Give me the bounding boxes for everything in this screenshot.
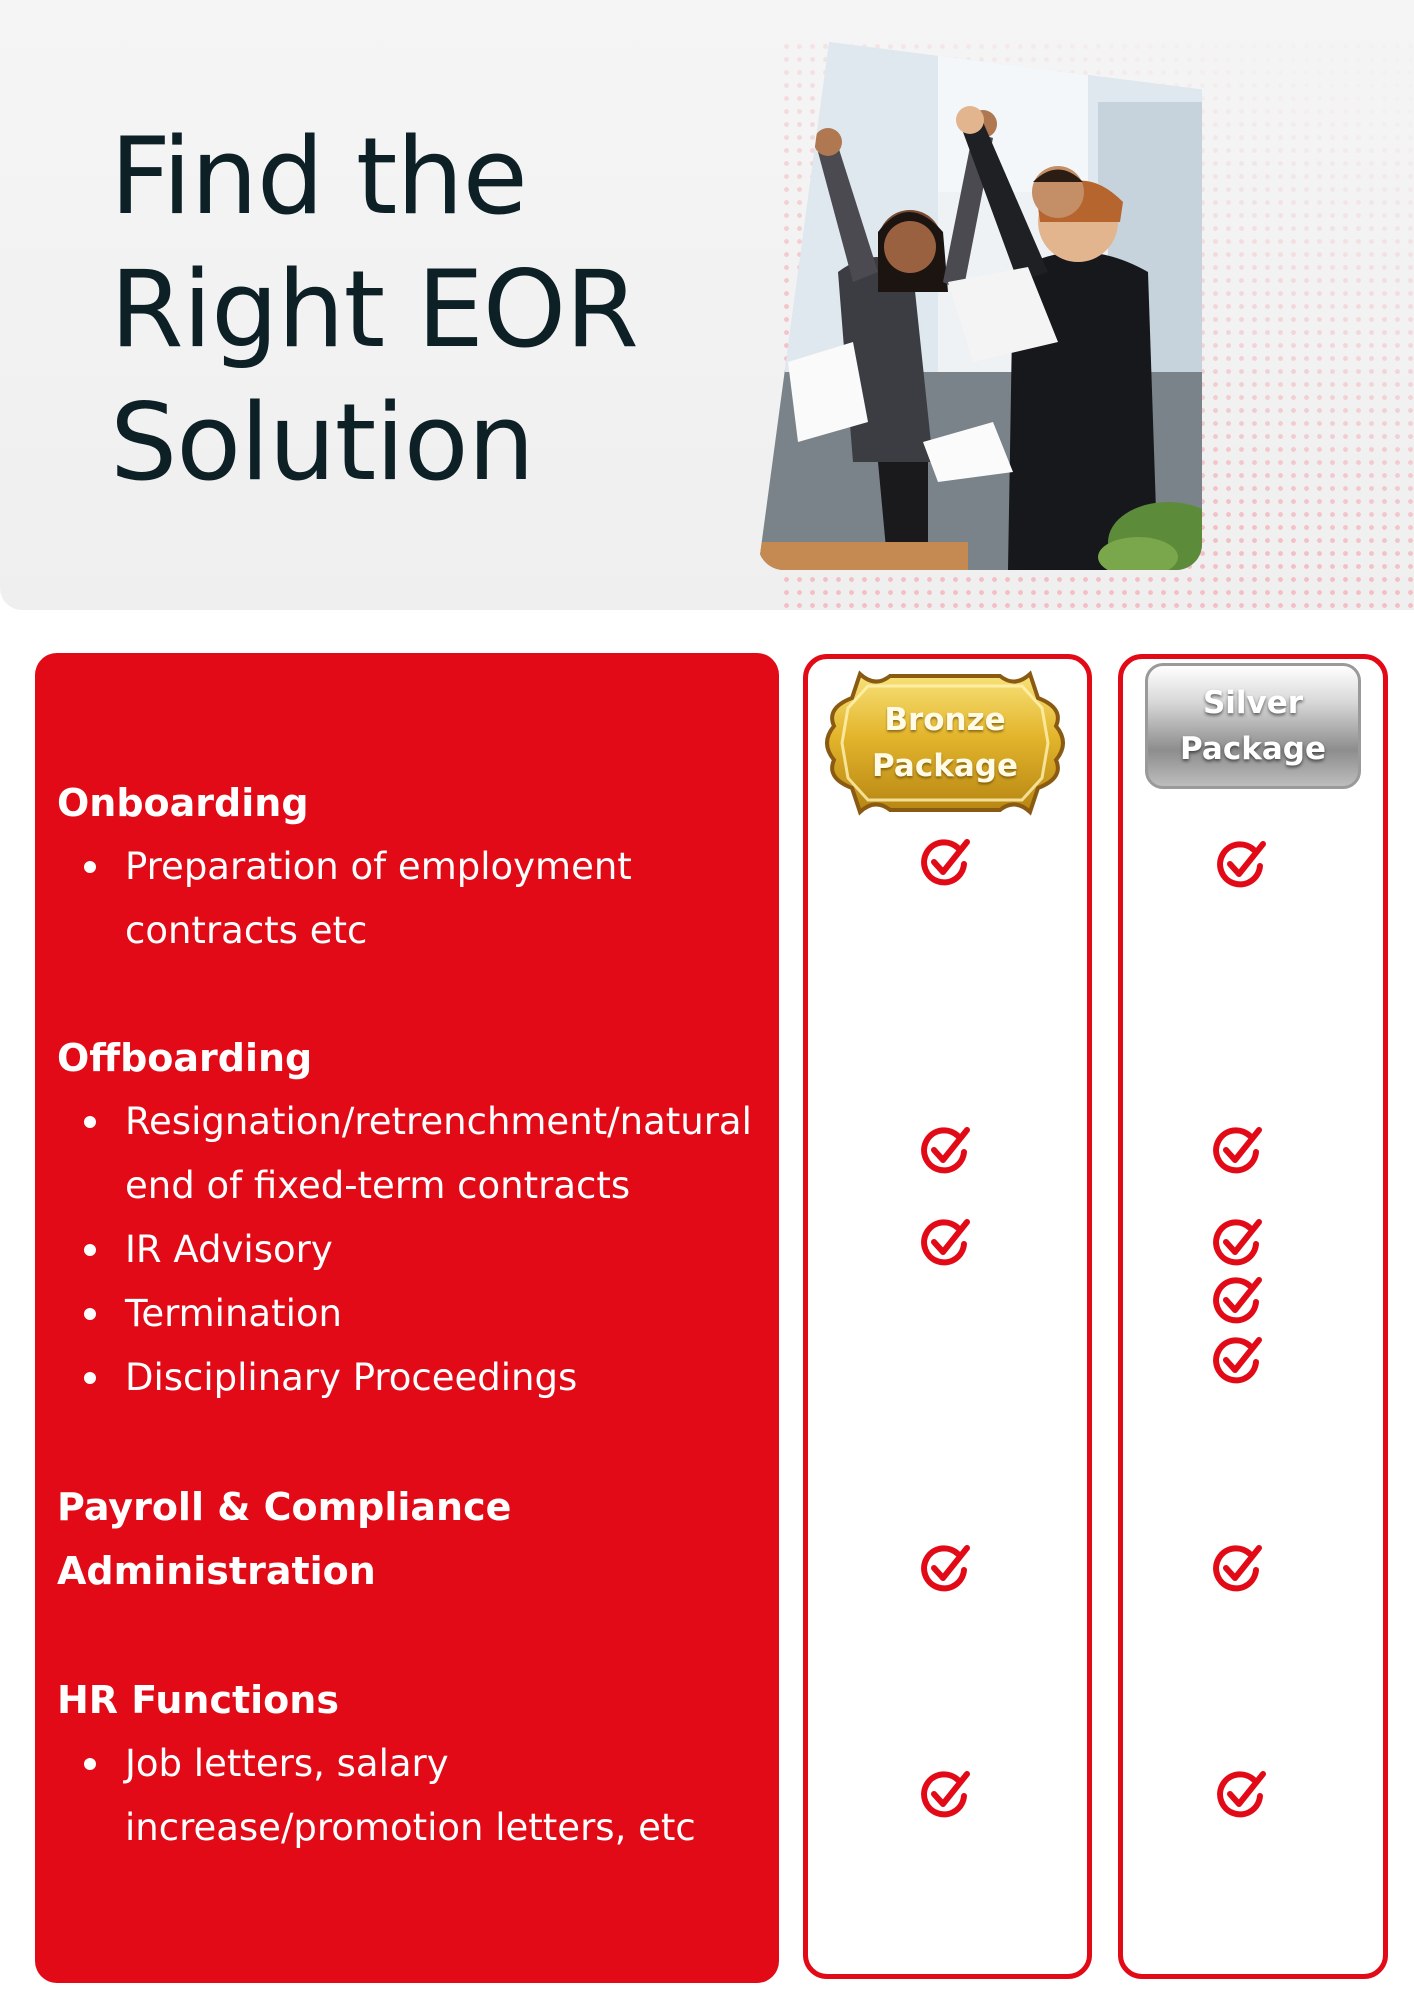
check-circle-icon xyxy=(1210,1216,1264,1270)
feature-bullet: Preparation of employment contracts etc xyxy=(57,835,685,963)
title-line-3: Solution xyxy=(110,381,534,504)
title-line-1: Find the xyxy=(110,115,527,238)
check-circle-icon xyxy=(918,1216,972,1270)
feature-hr-functions xyxy=(57,1668,777,1860)
bronze-package-badge xyxy=(820,668,1070,818)
silver-package-label: Silver Package xyxy=(1180,685,1326,767)
check-circle-icon xyxy=(918,1768,972,1822)
feature-onboarding xyxy=(57,771,777,963)
title-line-2: Right EOR xyxy=(110,248,638,371)
check-circle-icon xyxy=(1210,1542,1264,1596)
bronze-package-label: Bronze Package xyxy=(872,702,1018,784)
feature-bullet: Resignation/retrenchment/natural end of fixed-term contracts xyxy=(57,1090,785,1218)
check-circle-icon xyxy=(1214,1768,1268,1822)
feature-payroll xyxy=(57,1475,617,1603)
check-circle-icon xyxy=(918,1542,972,1596)
check-circle-icon xyxy=(918,836,972,890)
check-circle-icon xyxy=(1210,1334,1264,1388)
feature-bullet: Job letters, salary increase/promotion letters, etc xyxy=(57,1732,745,1860)
team-celebrating-photo xyxy=(758,42,1202,570)
features-panel xyxy=(35,653,779,1983)
check-circle-icon xyxy=(1210,1124,1264,1178)
feature-bullet: IR Advisory xyxy=(57,1218,777,1282)
feature-heading-onboarding: Onboarding xyxy=(57,781,309,825)
silver-package-badge xyxy=(1145,663,1361,789)
check-circle-icon xyxy=(1214,838,1268,892)
feature-bullet: Disciplinary Proceedings xyxy=(57,1346,777,1410)
page-title xyxy=(110,110,670,509)
feature-heading-offboarding: Offboarding xyxy=(57,1036,313,1080)
feature-heading-hr-functions: HR Functions xyxy=(57,1678,339,1722)
check-circle-icon xyxy=(918,1124,972,1178)
feature-heading-payroll: Payroll & Compliance Administration xyxy=(57,1485,512,1593)
feature-bullet: Termination xyxy=(57,1282,777,1346)
feature-offboarding xyxy=(57,1026,777,1410)
check-circle-icon xyxy=(1210,1274,1264,1328)
